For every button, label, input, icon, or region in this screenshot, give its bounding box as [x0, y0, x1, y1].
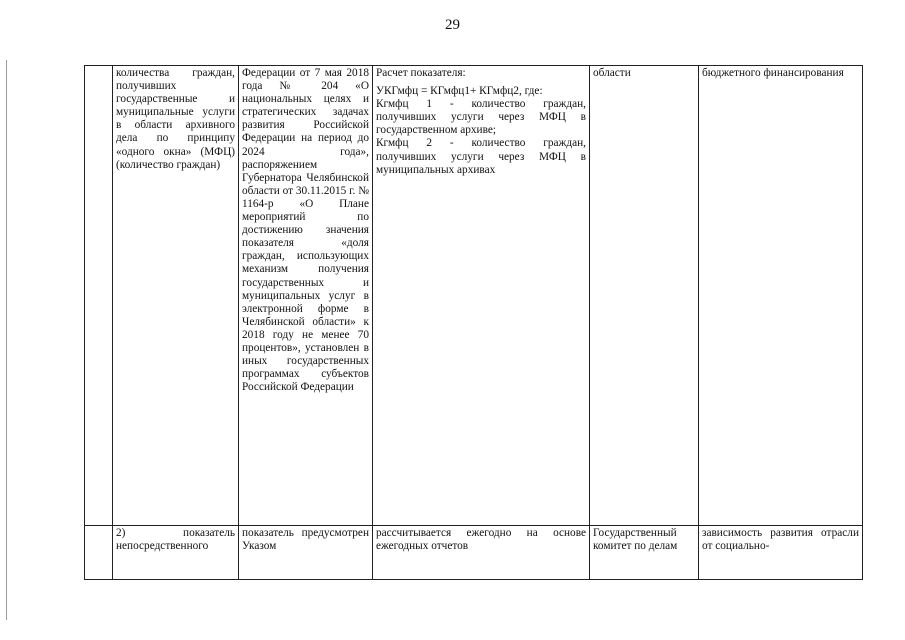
table-row	[85, 526, 863, 580]
responsible-cell: области	[590, 66, 699, 526]
row-number-cell	[85, 66, 113, 526]
page-edge-line	[6, 60, 7, 620]
calculation-cell: рассчитывается ежегодно на основе ежегодных отчетов	[373, 526, 590, 580]
indicator-name-cell: 2) показатель непосредственного	[113, 526, 239, 580]
table-row	[85, 66, 863, 526]
factors-cell: зависимость развития отрасли от социально-	[699, 526, 863, 580]
legal-basis-cell: Федерации от 7 мая 2018 года № 204 «О национальных целях и стратегических задачах развития Российской Федерации на период до 2024 года», распоряжением Губернатора Челябинской области от 30.11.2015 г. № 1164-р «О Плане мероприятий по достижению значения показателя «доля граждан, использующих механизм получения государственных и муниципальных услуг в электронной форме в Челябинской области» к 2018 году не менее 70 процентов», установлен в иных государственных программах субъектов Российской Федерации	[239, 66, 373, 526]
page-number: 29	[445, 17, 460, 33]
row-number-cell	[85, 526, 113, 580]
calc-definition-2: Кгмфц 2 - количество граждан, получивших услуги через МФЦ в муниципальных архивах	[376, 137, 586, 176]
calc-title: Расчет показателя:	[376, 67, 466, 79]
calc-formula: УКГмфц = КГмфц1+ КГмфц2, где:	[376, 85, 543, 98]
indicator-table	[84, 65, 863, 580]
calculation-cell	[373, 66, 590, 526]
responsible-cell: Государственный комитет по делам	[590, 526, 699, 580]
indicator-name-cell: количества граждан, получивших государственные и муниципальные услуги в области архивного дела по принципу «одного окна» (МФЦ) (количество граждан)	[113, 66, 239, 526]
calc-definition-1: Кгмфц 1 - количество граждан, получивших услуги через МФЦ в государственном архиве;	[376, 98, 586, 137]
legal-basis-cell: показатель предусмотрен Указом	[239, 526, 373, 580]
factors-cell: бюджетного финансирования	[699, 66, 863, 526]
